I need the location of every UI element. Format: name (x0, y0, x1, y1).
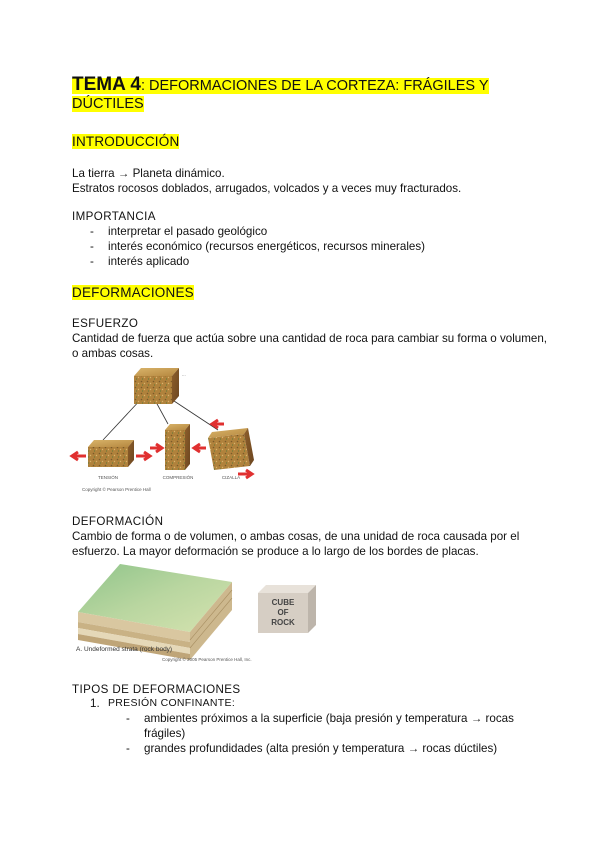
bullet-dash: - (90, 255, 94, 268)
deformacion-line1: Cambio de forma o de volumen, o ambas cosas, de una unidad de roca causada por el (72, 530, 520, 543)
doc-title-rest: : DEFORMACIONES DE LA CORTEZA: FRÁGILES Y (140, 78, 489, 94)
tipos-sub2: grandes profundidades (alta presión y temperatura → rocas dúctiles) (144, 742, 498, 755)
tipos-item-number: 1. (90, 697, 100, 710)
rock-block-tension (72, 440, 150, 467)
rock-cube-top (134, 368, 186, 404)
heading-deformaciones: DEFORMACIONES (72, 285, 194, 300)
heading-tipos: TIPOS DE DEFORMACIONES (72, 683, 241, 696)
stress-figure (68, 362, 268, 498)
label-tension: TENSIÓN (97, 475, 119, 480)
cube-text-line1: CUBE (271, 598, 295, 607)
esfuerzo-line2: o ambas cosas. (72, 347, 154, 360)
rock-block-shear (208, 420, 254, 478)
importancia-item-2: interés económico (recursos energéticos, recursos minerales) (108, 240, 426, 253)
deformacion-line2: esfuerzo. La mayor deformación se produce a lo largo de los bordes de placas. (72, 545, 479, 558)
tipos-item-label: PRESIÓN CONFINANTE: (108, 697, 236, 709)
bullet-dash: - (90, 225, 94, 238)
doc-title-line2 (72, 96, 144, 112)
label-compression: COMPRESIÓN (162, 475, 194, 480)
figure2-caption: A. Undeformed strata (rock body) (76, 646, 173, 653)
importancia-item-3: interés aplicado (108, 255, 190, 268)
bullet-dash: - (126, 742, 130, 755)
figure2-copyright: Copyright © 2005 Pearson Prentice Hall, Inc. (162, 657, 252, 662)
esfuerzo-line1: Cantidad de fuerza que actúa sobre una cantidad de roca para cambiar su forma o volumen, (72, 332, 547, 345)
connector-line (156, 402, 168, 424)
heading-introduccion: INTRODUCCIÓN (72, 134, 180, 149)
arrow-right-icon (136, 452, 150, 460)
arrow-left-icon (72, 452, 86, 460)
cube-text-line3: ROCK (271, 618, 295, 627)
figure1-credit: Copyright © Pearson Prentice Hall (82, 487, 151, 492)
heading-deformacion: DEFORMACIÓN (72, 515, 164, 528)
arrow-right-icon (150, 444, 162, 452)
tipos-sub1-line1: ambientes próximos a la superficie (baja presión y temperatura → rocas (144, 712, 514, 725)
cube-of-rock (256, 583, 318, 635)
bullet-dash: - (126, 712, 130, 725)
doc-title-rest2: DÚCTILES (72, 96, 144, 112)
arrow-left-icon (194, 444, 206, 452)
heading-importancia: IMPORTANCIA (72, 210, 156, 223)
doc-title-line1 (72, 74, 489, 96)
intro-line1: La tierra → Planeta dinámico. (72, 167, 225, 180)
rock-block-compression (150, 424, 206, 470)
importancia-item-1: interpretar el pasado geológico (108, 225, 268, 238)
bullet-dash: - (90, 240, 94, 253)
intro-line2: Estratos rocosos doblados, arrugados, volcados y a veces muy fracturados. (72, 182, 462, 195)
top-cube-label: ... (182, 372, 186, 377)
heading-esfuerzo: ESFUERZO (72, 317, 139, 330)
arrow-left-icon (212, 420, 224, 428)
label-shear: CIZALLA (221, 475, 241, 480)
tipos-sub1-line2: frágiles) (144, 727, 186, 740)
doc-title-number: TEMA 4 (72, 74, 141, 95)
cube-text-line2: OF (277, 608, 289, 617)
